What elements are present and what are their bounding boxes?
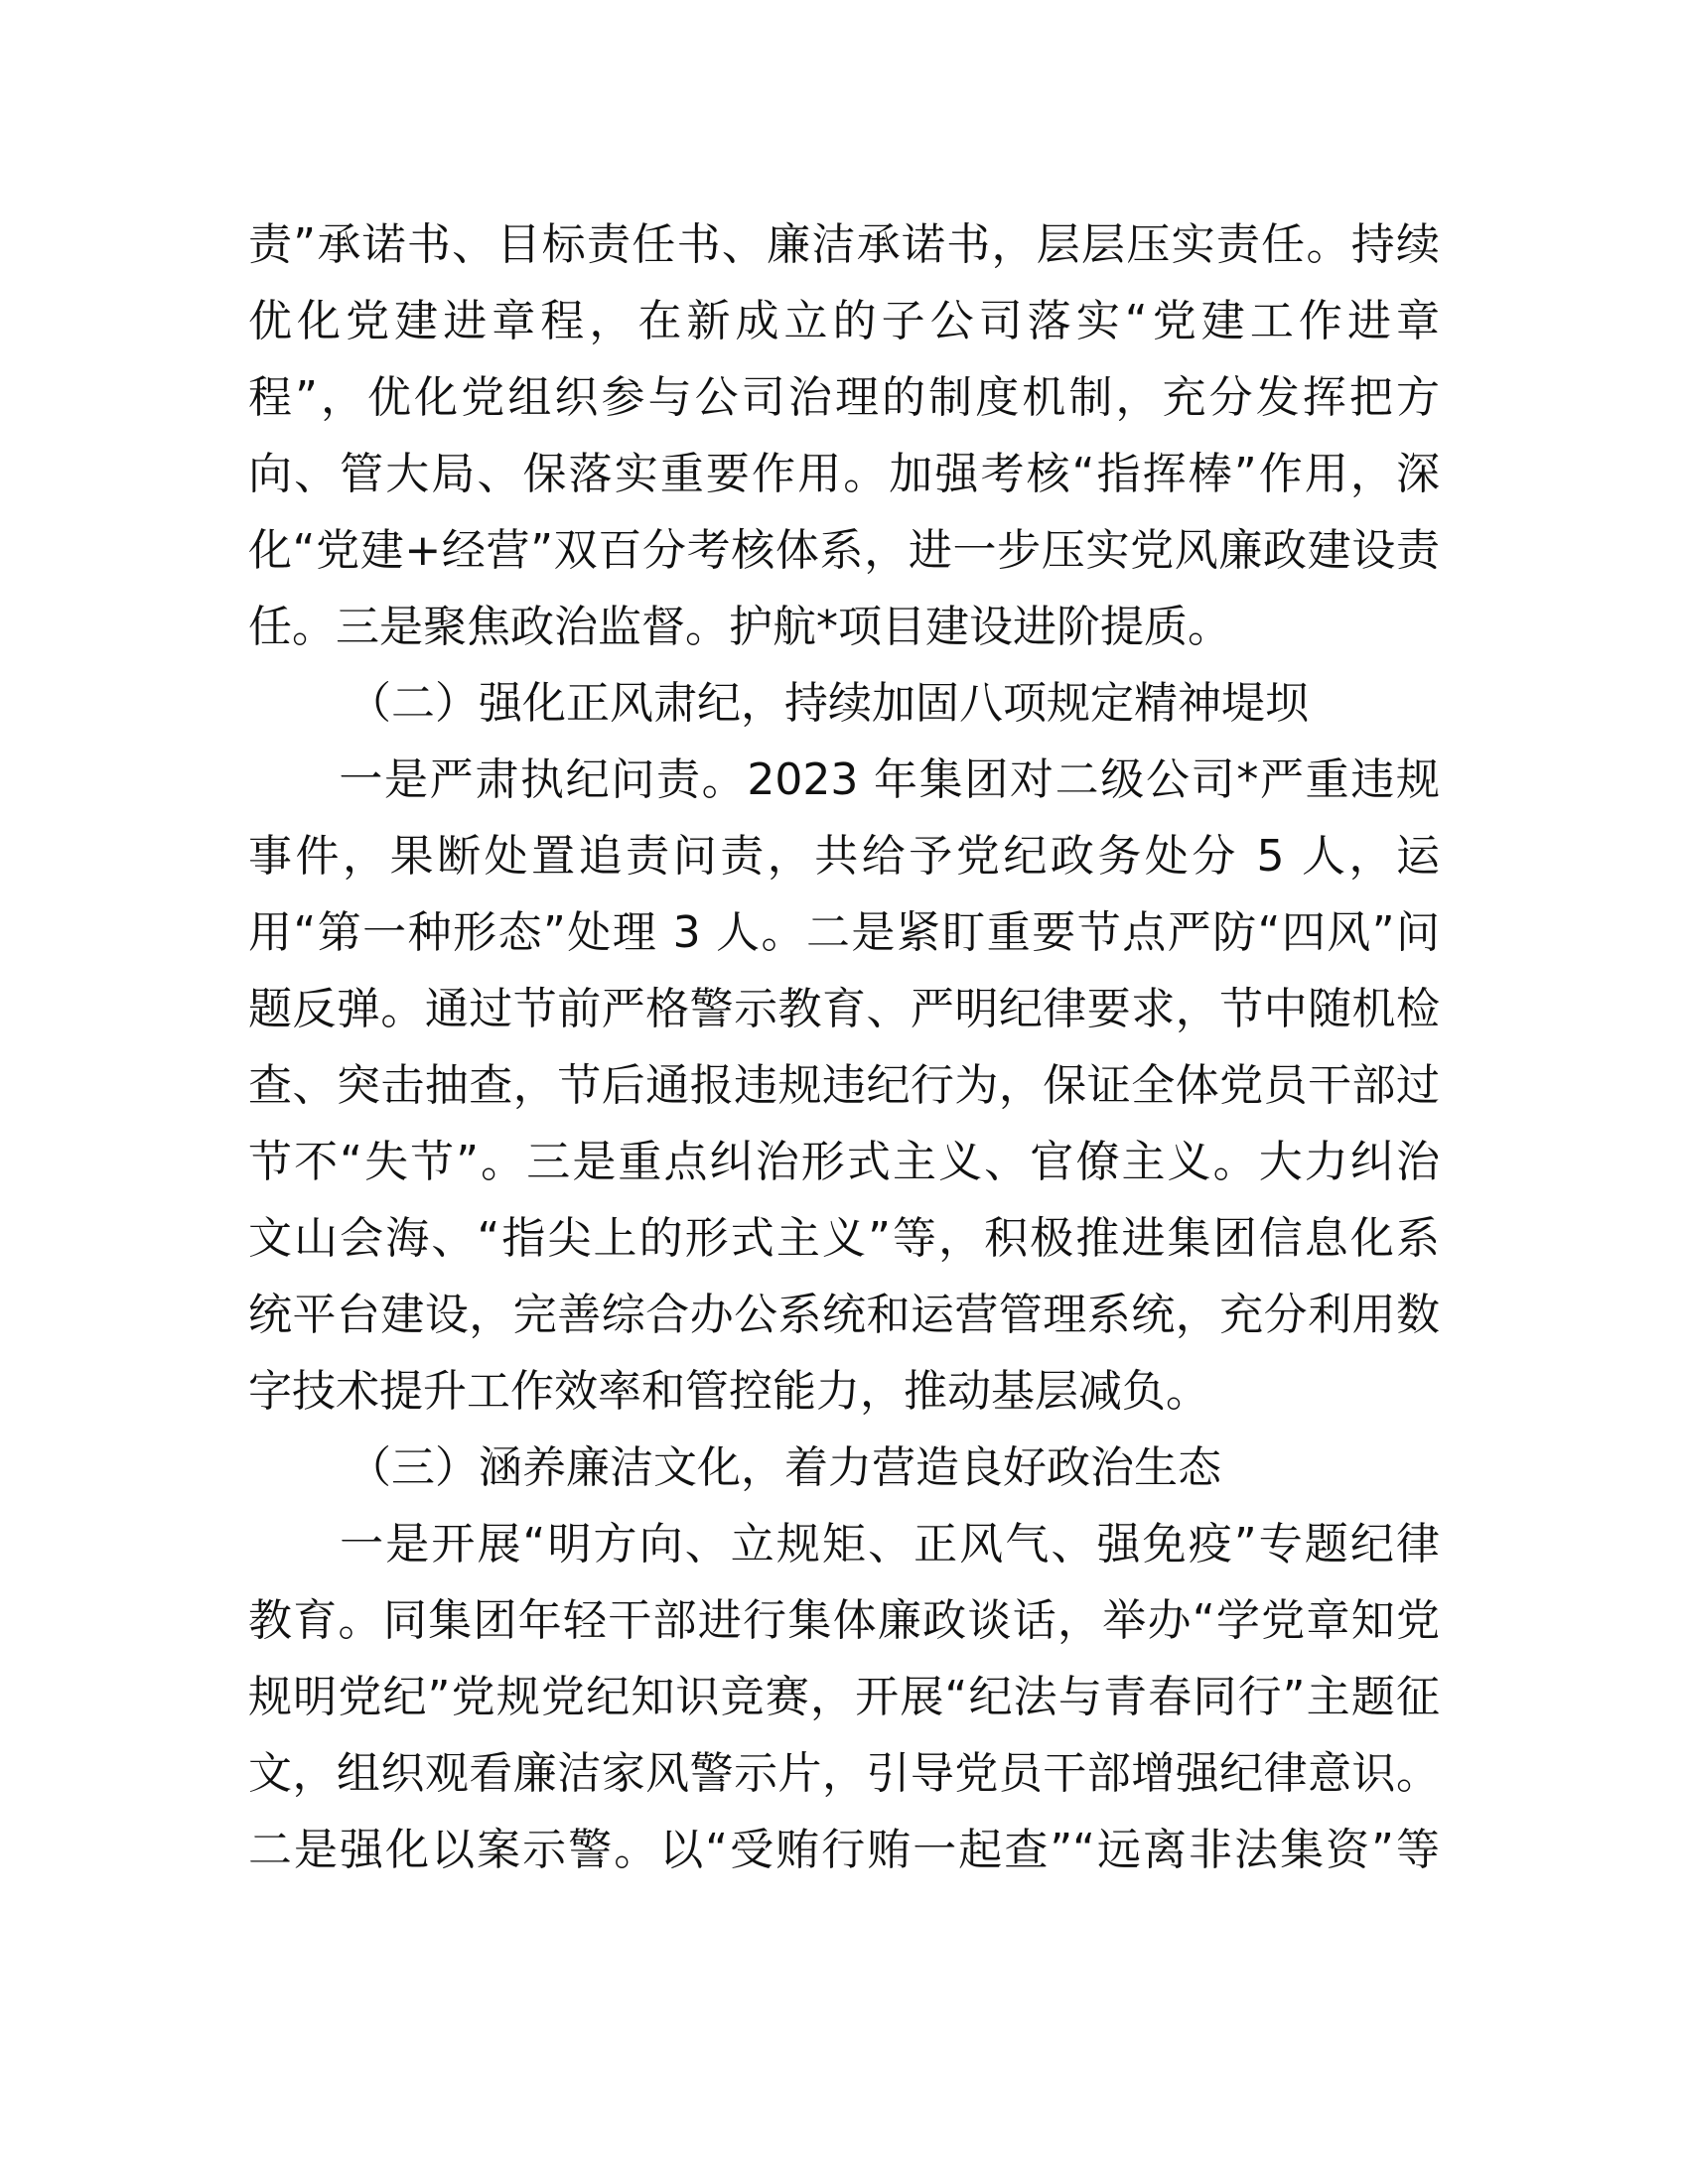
paragraph-line: 责”承诺书、目标责任书、廉洁承诺书，层层压实责任。持续	[248, 219, 1440, 270]
paragraph-line: 二是强化以案示警。以“受贿行贿一起查”“远离非法集资”等	[248, 1825, 1440, 1875]
paragraph-line: 程”，优化党组织参与公司治理的制度机制，充分发挥把方	[248, 372, 1440, 423]
paragraph-line: 教育。同集团年轻干部进行集体廉政谈话，举办“学党章知党	[248, 1595, 1440, 1646]
paragraph-line: 一是严肃执纪问责。2023 年集团对二级公司*严重违规	[248, 754, 1440, 805]
paragraph-line: 化“党建+经营”双百分考核体系，进一步压实党风廉政建设责	[248, 525, 1440, 576]
paragraph-line: 事件，果断处置追责问责，共给予党纪政务处分 5 人，运	[248, 831, 1440, 882]
paragraph-line: 向、管大局、保落实重要作用。加强考核“指挥棒”作用，深	[248, 449, 1440, 499]
heading-text: （三）涵养廉洁文化，着力营造良好政治生态	[348, 1442, 1221, 1493]
paragraph-line: 任。三是聚焦政治监督。护航*项目建设进阶提质。	[248, 602, 1231, 652]
body-paragraph	[248, 206, 1440, 665]
paragraph-line: 优化党建进章程，在新成立的子公司落实“党建工作进章	[248, 296, 1440, 346]
paragraph-line: 题反弹。通过节前严格警示教育、严明纪律要求，节中随机检	[248, 984, 1440, 1034]
paragraph-line: 节不“失节”。三是重点纠治形式主义、官僚主义。大力纠治	[248, 1137, 1440, 1187]
paragraph-line: 规明党纪”党规党纪知识竞赛，开展“纪法与青春同行”主题征	[248, 1672, 1440, 1722]
body-paragraph	[248, 742, 1440, 1430]
heading-text: （二）强化正风肃纪，持续加固八项规定精神堤坝	[348, 678, 1309, 729]
paragraph-line: 用“第一种形态”处理 3 人。二是紧盯重要节点严防“四风”问	[248, 907, 1440, 958]
paragraph-line: 统平台建设，完善综合办公系统和运营管理系统，充分利用数	[248, 1290, 1440, 1340]
paragraph-line: 文，组织观看廉洁家风警示片，引导党员干部增强纪律意识。	[248, 1748, 1440, 1799]
document-body	[248, 206, 1440, 1888]
paragraph-line: 一是开展“明方向、立规矩、正风气、强免疫”专题纪律	[248, 1519, 1440, 1570]
paragraph-line: 查、突击抽查，节后通报违规违纪行为，保证全体党员干部过	[248, 1060, 1440, 1111]
section-heading	[248, 1430, 1440, 1506]
body-paragraph	[248, 1506, 1440, 1888]
section-heading	[248, 665, 1440, 742]
paragraph-line: 字技术提升工作效率和管控能力，推动基层减负。	[248, 1366, 1209, 1417]
paragraph-line: 文山会海、“指尖上的形式主义”等，积极推进集团信息化系	[248, 1213, 1440, 1264]
